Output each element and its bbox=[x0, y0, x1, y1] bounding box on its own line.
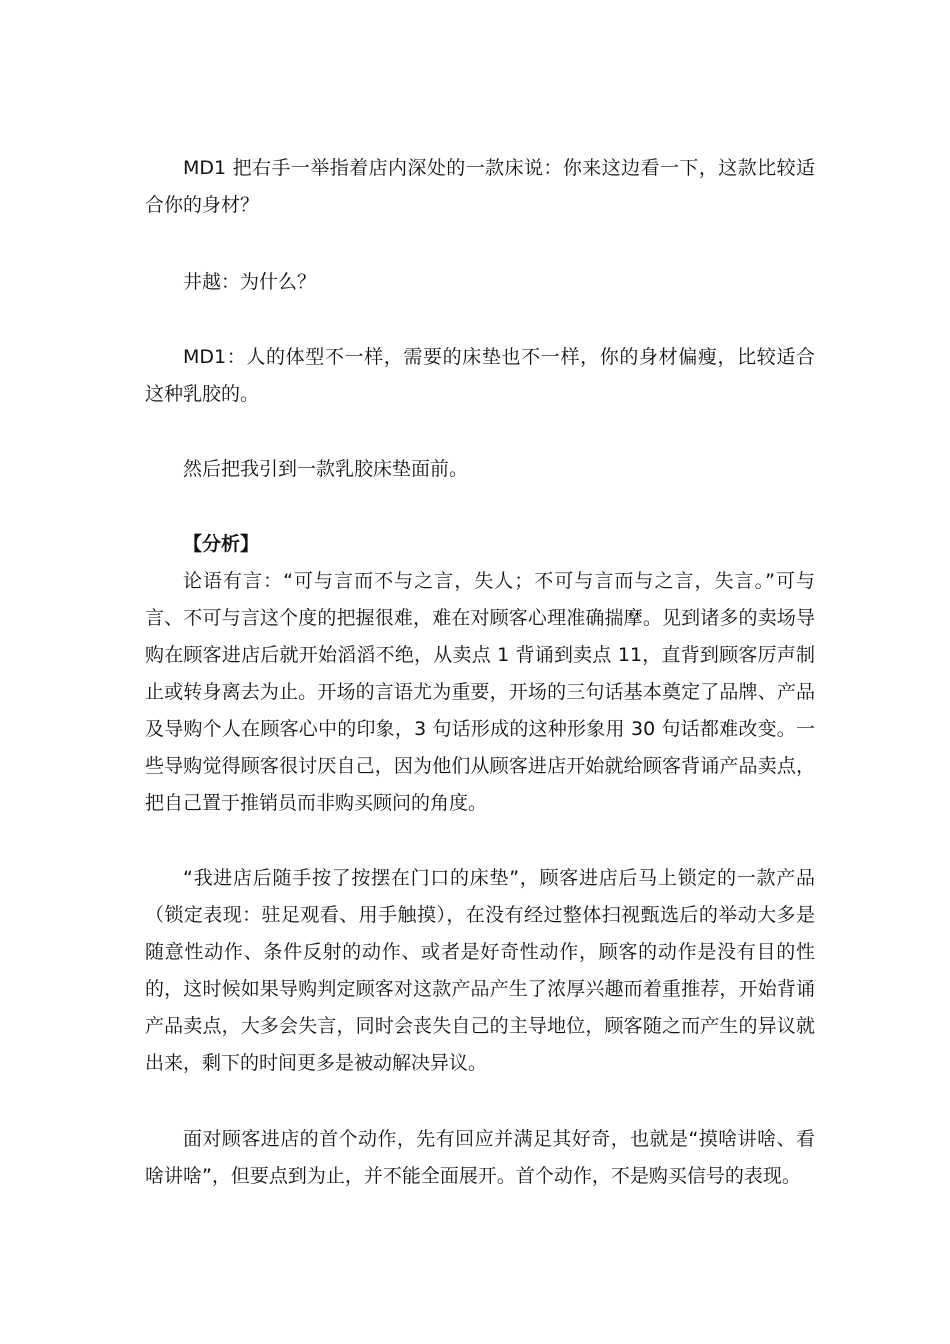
analysis-heading: 【分析】 bbox=[183, 533, 260, 555]
analysis-paragraph-3: 面对顾客进店的首个动作，先有回应并满足其好奇，也就是“摸啥讲啥、看啥讲啥”，但要点到为止，并不能全面展开。首个动作，不是购买信号的表现。 bbox=[145, 1128, 815, 1187]
analysis-paragraph-2: “我进店后随手按了按摆在门口的床垫”，顾客进店后马上锁定的一款产品（锁定表现：驻足观看、用手触摸），在没有经过整体扫视甄选后的举动大多是随意性动作、条件反射的动作、或者是好奇性动作，顾客的动作是没有目的性的，这时候如果导购判定顾客对这款产品产生了浓厚兴趣而着重推荐，开始背诵产品卖点，大多会失言，同时会丧失自己的主导地位，顾客随之而产生的异议就出来，剩下的时间更多是被动解决异议。 bbox=[145, 867, 815, 1074]
analysis-paragraph-1: 论语有言：“可与言而不与之言，失人；不可与言而与之言，失言。”可与言、不可与言这个度的把握很难，难在对顾客心理准确揣摩。见到诸多的卖场导购在顾客进店后就开始滔滔不绝，从卖点 1 背诵到卖点 11，直背到顾客厉声制止或转身离去为止。开场的言语尤为重要，开场的三句话基本奠定了品牌、产品及导购个人在顾客心中的印象，3 句话形成的这种形象用 30 句话都难改变。一些导购觉得顾客很讨厌自己，因为他们从顾客进店开始就给顾客背诵产品卖点，把自己置于推销员而非购买顾问的角度。 bbox=[145, 570, 815, 814]
dialogue-paragraph-md1-answer: MD1：人的体型不一样，需要的床垫也不一样，你的身材偏瘦，比较适合这种乳胶的。 bbox=[145, 346, 815, 405]
dialogue-paragraph-md1-points: MD1 把右手一举指着店内深处的一款床说：你来这边看一下，这款比较适合你的身材？ bbox=[145, 157, 815, 216]
dialogue-paragraph-jingyue-question: 井越：为什么？ bbox=[183, 271, 317, 293]
narration-paragraph: 然后把我引到一款乳胶床垫面前。 bbox=[183, 458, 469, 480]
